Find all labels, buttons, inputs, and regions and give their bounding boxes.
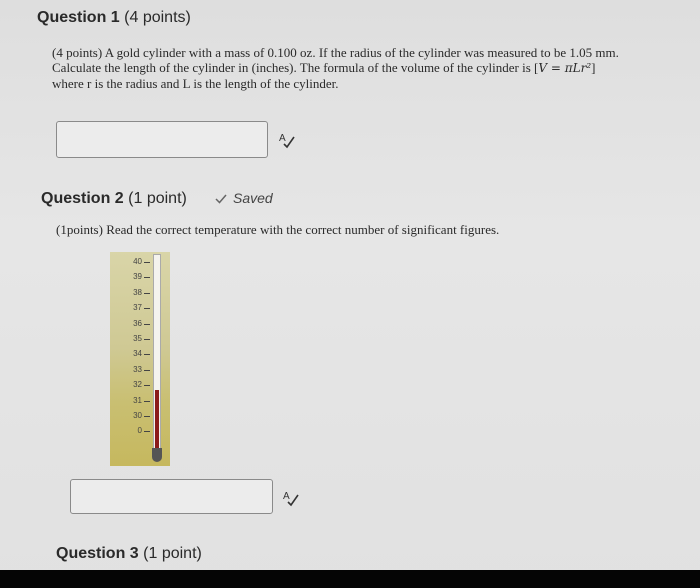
question-1-points: (4 points) [124,9,191,26]
check-icon [214,192,228,206]
thermometer-tick-mark [144,431,150,432]
question-1-line-3: where r is the radius and L is the length of the cylinder. [52,76,339,91]
thermometer-tick-label: 35 [133,334,142,343]
spellcheck-icon[interactable] [282,489,300,507]
thermometer-tick-label: 38 [133,287,142,297]
thermometer-tick-mark [144,262,150,263]
thermometer-tick-mark [144,324,150,325]
question-3-number: Question 3 [56,545,139,562]
thermometer-tick-mark [144,370,150,371]
thermometer-tick-mark [144,385,150,386]
thermometer-tick-label: 37 [133,303,142,313]
thermometer-tick-label: 34 [133,349,142,359]
question-2-text: (1points) Read the correct temperature with the correct number of significant figures. [56,222,500,237]
saved-status: Saved [233,190,273,206]
thermometer-tick-label: 31 [133,395,142,405]
thermometer-tick-label: 0 [137,426,142,436]
question-3-points: (1 point) [143,545,202,562]
spellcheck-icon[interactable] [278,131,296,149]
thermometer-tick-mark [144,308,150,309]
question-1-line-2-end: ] [591,60,596,75]
question-1-line-2-text: Calculate the length of the cylinder in (inches). The formula of the volume of the cylinder is [ [52,60,539,75]
thermometer-tick-label: 33 [133,364,142,374]
thermometer-tick-mark [144,277,150,278]
question-2-answer-input[interactable] [70,479,273,514]
svg-text:A: A [283,491,290,502]
thermometer-tick-label: 40 [133,257,142,266]
thermometer-tick-mark [144,293,150,294]
thermometer-tick-mark [144,339,150,340]
thermometer-tick-mark [144,416,150,417]
thermometer-bulb [152,448,162,462]
thermometer-tick-label: 39 [133,272,142,282]
question-1-text [52,45,692,91]
question-2-title [41,190,187,208]
question-1-line-1: (4 points) A gold cylinder with a mass of 0.100 oz. If the radius of the cylinder was measured to be 1.05 mm. [52,45,619,60]
thermometer-mercury [155,390,159,448]
question-2-points: (1 point) [128,190,187,207]
question-1-answer-input[interactable] [56,121,268,158]
thermometer-tick-mark [144,354,150,355]
thermometer-tick-label: 32 [133,380,142,390]
question-1-line-2 [52,60,692,76]
question-2-number: Question 2 [41,190,124,207]
thermometer-tick-label: 30 [133,411,142,420]
thermometer-tick-mark [144,401,150,402]
screen-bottom-bar [0,570,700,588]
svg-text:A: A [279,133,286,144]
volume-formula: V = πLr² [538,61,592,75]
question-1-title [37,9,191,27]
question-3-title [56,545,202,563]
thermometer-tick-label: 36 [133,318,142,328]
question-1-number: Question 1 [37,9,120,26]
thermometer-image [110,252,170,466]
